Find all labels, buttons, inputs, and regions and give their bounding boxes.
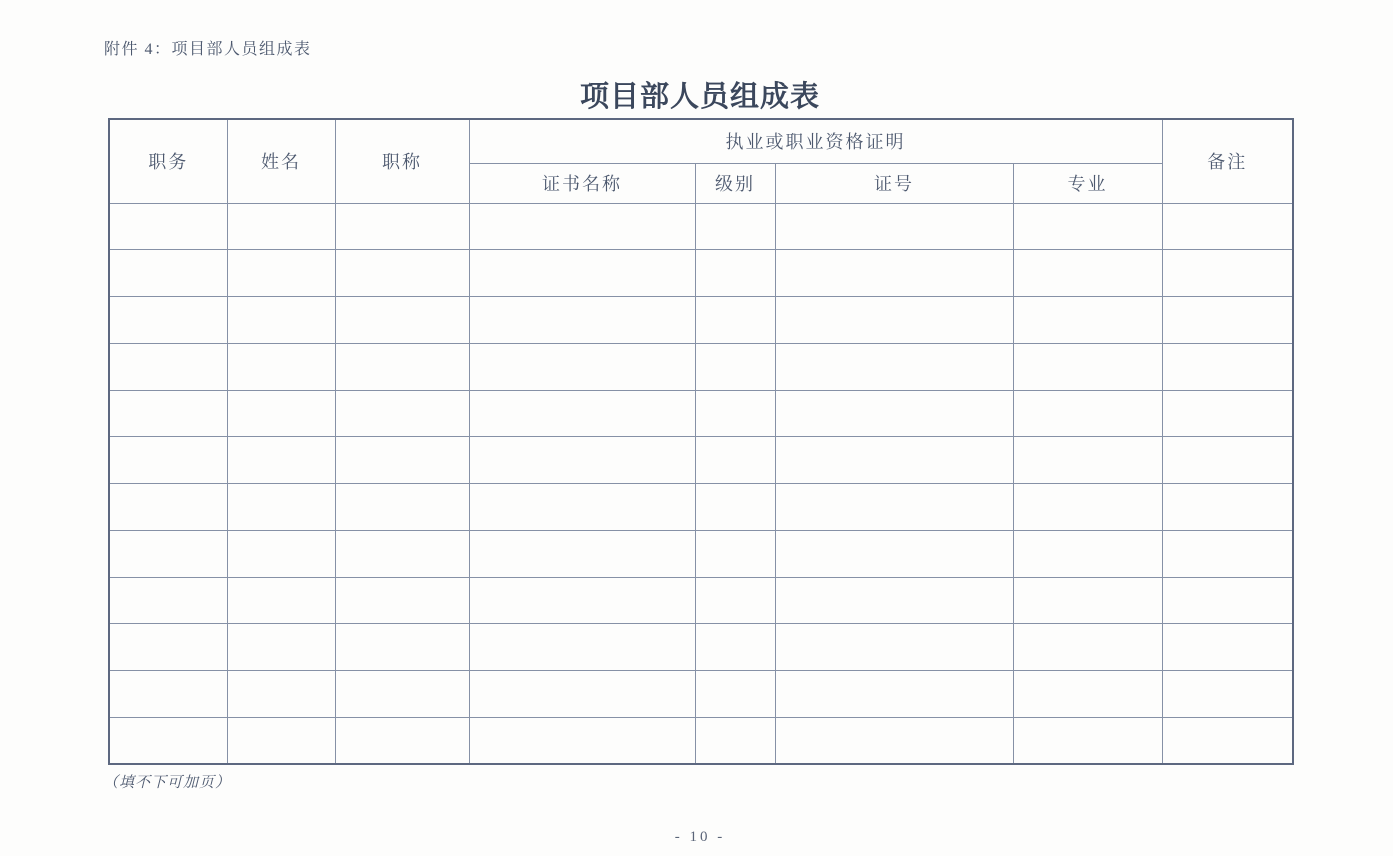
empty-cell	[695, 717, 775, 764]
empty-cell	[695, 437, 775, 484]
empty-cell	[695, 671, 775, 718]
table-row	[109, 250, 1293, 297]
empty-cell	[775, 484, 1013, 531]
empty-cell	[469, 624, 695, 671]
empty-cell	[109, 671, 227, 718]
empty-cell	[1162, 203, 1293, 250]
empty-cell	[775, 250, 1013, 297]
table-row	[109, 671, 1293, 718]
empty-cell	[227, 671, 335, 718]
table-row	[109, 530, 1293, 577]
empty-cell	[109, 250, 227, 297]
empty-cell	[775, 717, 1013, 764]
empty-cell	[335, 437, 469, 484]
empty-cell	[335, 624, 469, 671]
table-body	[109, 203, 1293, 764]
table-header	[109, 119, 1293, 203]
footnote: （填不下可加页）	[103, 775, 232, 791]
empty-cell	[1162, 437, 1293, 484]
empty-cell	[335, 530, 469, 577]
empty-cell	[695, 484, 775, 531]
empty-cell	[1162, 484, 1293, 531]
header-level: 级别	[695, 163, 775, 203]
empty-cell	[1013, 577, 1162, 624]
empty-cell	[109, 343, 227, 390]
page-number: - 10 -	[674, 829, 726, 845]
empty-cell	[1013, 530, 1162, 577]
empty-cell	[469, 437, 695, 484]
attachment-label: 附件 4：项目部人员组成表	[104, 41, 312, 58]
table-row	[109, 390, 1293, 437]
empty-cell	[469, 671, 695, 718]
empty-cell	[1162, 297, 1293, 344]
personnel-table	[108, 118, 1294, 765]
empty-cell	[109, 390, 227, 437]
empty-cell	[775, 297, 1013, 344]
empty-cell	[1013, 203, 1162, 250]
empty-cell	[1162, 250, 1293, 297]
empty-cell	[1162, 577, 1293, 624]
empty-cell	[1013, 250, 1162, 297]
empty-cell	[469, 530, 695, 577]
title-wrap	[108, 74, 1292, 115]
empty-cell	[227, 717, 335, 764]
empty-cell	[1013, 297, 1162, 344]
empty-cell	[775, 577, 1013, 624]
table-row	[109, 203, 1293, 250]
empty-cell	[469, 297, 695, 344]
header-name: 姓名	[227, 119, 335, 203]
empty-cell	[335, 717, 469, 764]
empty-cell	[335, 343, 469, 390]
empty-cell	[1013, 343, 1162, 390]
table-row	[109, 437, 1293, 484]
header-certificate-name: 证书名称	[469, 163, 695, 203]
empty-cell	[109, 717, 227, 764]
empty-cell	[227, 203, 335, 250]
empty-cell	[1013, 437, 1162, 484]
empty-cell	[1013, 671, 1162, 718]
empty-cell	[335, 203, 469, 250]
empty-cell	[109, 484, 227, 531]
empty-cell	[227, 297, 335, 344]
empty-cell	[775, 390, 1013, 437]
empty-cell	[775, 624, 1013, 671]
empty-cell	[1162, 717, 1293, 764]
header-professional-title: 职称	[335, 119, 469, 203]
empty-cell	[1162, 343, 1293, 390]
empty-cell	[109, 624, 227, 671]
empty-cell	[227, 484, 335, 531]
empty-cell	[335, 297, 469, 344]
empty-cell	[1013, 717, 1162, 764]
empty-cell	[469, 390, 695, 437]
table-row	[109, 484, 1293, 531]
header-qualification-group: 执业或职业资格证明	[469, 119, 1162, 163]
empty-cell	[469, 484, 695, 531]
empty-cell	[227, 343, 335, 390]
empty-cell	[1162, 671, 1293, 718]
empty-cell	[1162, 530, 1293, 577]
empty-cell	[227, 577, 335, 624]
empty-cell	[695, 250, 775, 297]
empty-cell	[469, 250, 695, 297]
empty-cell	[469, 717, 695, 764]
page-title: 项目部人员组成表	[579, 81, 820, 113]
empty-cell	[335, 484, 469, 531]
empty-cell	[695, 577, 775, 624]
empty-cell	[109, 203, 227, 250]
empty-cell	[227, 624, 335, 671]
header-position: 职务	[109, 119, 227, 203]
empty-cell	[469, 577, 695, 624]
header-certificate-number: 证号	[775, 163, 1013, 203]
empty-cell	[335, 250, 469, 297]
empty-cell	[775, 343, 1013, 390]
empty-cell	[695, 297, 775, 344]
table-row	[109, 577, 1293, 624]
table-row	[109, 717, 1293, 764]
empty-cell	[775, 530, 1013, 577]
empty-cell	[695, 390, 775, 437]
empty-cell	[775, 203, 1013, 250]
empty-cell	[227, 437, 335, 484]
empty-cell	[695, 530, 775, 577]
empty-cell	[109, 530, 227, 577]
empty-cell	[227, 390, 335, 437]
empty-cell	[1162, 390, 1293, 437]
table-row	[109, 624, 1293, 671]
empty-cell	[695, 203, 775, 250]
table-row	[109, 297, 1293, 344]
header-major: 专业	[1013, 163, 1162, 203]
empty-cell	[469, 343, 695, 390]
empty-cell	[469, 203, 695, 250]
empty-cell	[1013, 390, 1162, 437]
empty-cell	[1013, 624, 1162, 671]
empty-cell	[109, 577, 227, 624]
header-row-top	[109, 119, 1293, 163]
empty-cell	[109, 437, 227, 484]
empty-cell	[227, 250, 335, 297]
empty-cell	[335, 671, 469, 718]
empty-cell	[227, 530, 335, 577]
empty-cell	[695, 624, 775, 671]
empty-cell	[1162, 624, 1293, 671]
header-remarks: 备注	[1162, 119, 1293, 203]
empty-cell	[695, 343, 775, 390]
empty-cell	[775, 437, 1013, 484]
table-row	[109, 343, 1293, 390]
empty-cell	[335, 577, 469, 624]
empty-cell	[775, 671, 1013, 718]
empty-cell	[1013, 484, 1162, 531]
empty-cell	[335, 390, 469, 437]
empty-cell	[109, 297, 227, 344]
